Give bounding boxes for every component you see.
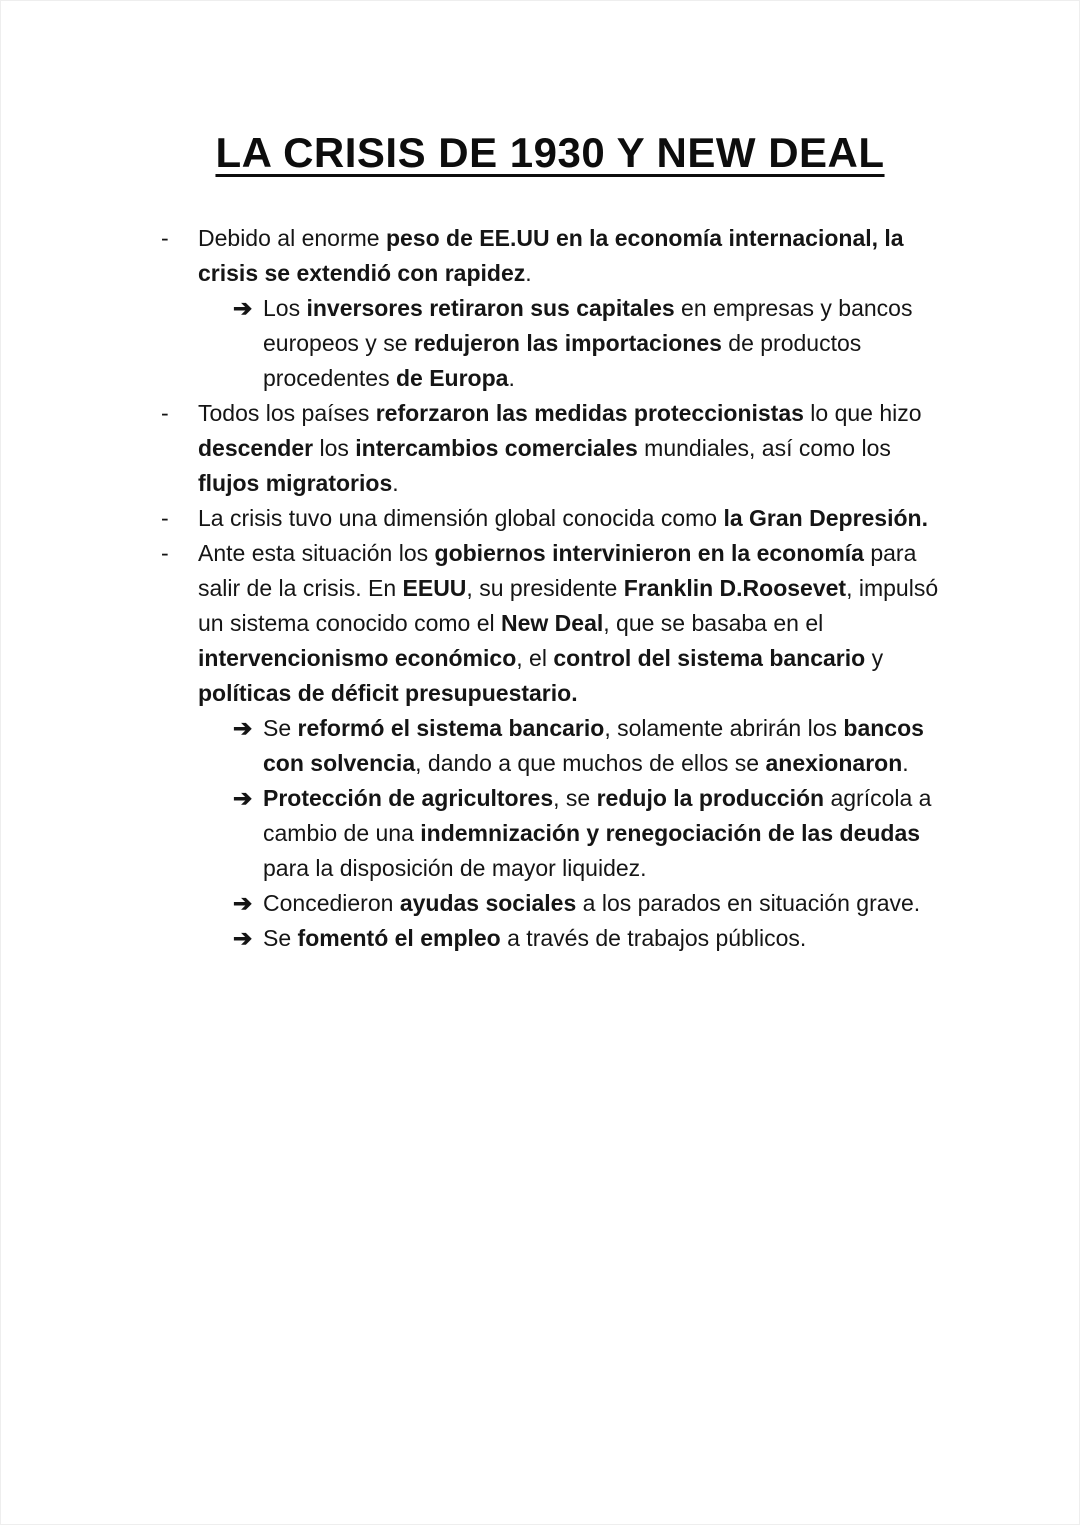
text-segment: inversores retiraron sus capitales <box>306 295 675 321</box>
text-segment: de Europa <box>395 365 509 391</box>
text-segment: gobiernos intervinieron en la economía <box>434 540 864 566</box>
list-item <box>161 396 939 501</box>
text-segment: Se <box>263 925 298 951</box>
text-segment: políticas de déficit presupuestario. <box>198 680 578 706</box>
sub-list-item <box>161 291 939 396</box>
arrow-bullet-marker: ➔ <box>233 925 253 951</box>
text-segment: , su presidente <box>466 575 624 601</box>
dash-bullet-marker: - <box>161 400 169 426</box>
text-segment: anexionaron <box>765 750 903 776</box>
text-segment: de productos procedentes <box>263 330 862 391</box>
text-segment: EEUU <box>402 575 467 601</box>
text-segment: indemnización y renegociación de las deudas <box>420 820 921 846</box>
sub-list-item <box>161 781 939 886</box>
text-segment: fomentó el empleo <box>297 925 501 951</box>
text-segment: New Deal <box>501 610 604 636</box>
text-segment: Concedieron <box>263 890 400 916</box>
text-segment: a través de trabajos públicos. <box>500 925 807 951</box>
text-segment: Los <box>263 295 307 321</box>
dash-bullet-marker: - <box>161 540 169 566</box>
text-segment: Franklin D.Roosevet <box>623 575 847 601</box>
text-segment: para la disposición de mayor liquidez. <box>263 855 647 881</box>
bullet-text <box>263 781 939 886</box>
text-segment: , que se basaba en el <box>603 610 824 636</box>
text-segment: los <box>313 435 356 461</box>
list-item <box>161 221 939 291</box>
bullet-text <box>263 291 939 396</box>
text-segment: en empresas y bancos europeos y se <box>263 295 913 356</box>
text-segment: Debido al enorme <box>198 225 386 251</box>
list-item <box>161 501 939 536</box>
bullet-list <box>161 221 939 956</box>
text-segment: control del sistema bancario <box>553 645 866 671</box>
text-segment: . <box>902 750 909 776</box>
text-segment: intercambios comerciales <box>355 435 638 461</box>
text-segment: y <box>865 645 884 671</box>
text-segment: Todos los países <box>198 400 376 426</box>
arrow-bullet-marker: ➔ <box>233 715 253 741</box>
text-segment: La crisis tuvo una dimensión global conocida como <box>198 505 724 531</box>
text-segment: Protección de agricultores <box>263 785 554 811</box>
text-segment: Se <box>263 715 298 741</box>
text-segment: redujo la producción <box>596 785 825 811</box>
text-segment: . <box>525 260 532 286</box>
text-segment: bancos con solvencia <box>263 715 924 776</box>
text-segment: ayudas sociales <box>399 890 577 916</box>
text-segment: , impulsó un sistema conocido como el <box>198 575 939 636</box>
text-segment: , solamente abrirán los <box>604 715 844 741</box>
text-segment: mundiales, así como los <box>637 435 891 461</box>
text-segment: redujeron las importaciones <box>413 330 722 356</box>
document-title: LA CRISIS DE 1930 Y NEW DEAL <box>215 129 885 176</box>
text-segment: flujos migratorios <box>198 470 393 496</box>
sub-list-item <box>161 921 939 956</box>
text-segment: reformó el sistema bancario <box>297 715 605 741</box>
text-segment: , el <box>516 645 554 671</box>
text-segment: . <box>392 470 399 496</box>
sub-list-item <box>161 711 939 781</box>
bullet-text <box>263 711 939 781</box>
bullet-text <box>263 921 939 956</box>
bullet-text <box>198 221 939 291</box>
text-segment: lo que hizo <box>803 400 922 426</box>
arrow-bullet-marker: ➔ <box>233 785 253 811</box>
text-segment: Ante esta situación los <box>198 540 435 566</box>
list-item <box>161 536 939 711</box>
bullet-text <box>198 501 939 536</box>
bullet-text <box>263 886 939 921</box>
text-segment: , se <box>553 785 597 811</box>
dash-bullet-marker: - <box>161 505 169 531</box>
text-segment: a los parados en situación grave. <box>576 890 921 916</box>
bullet-text <box>198 396 939 501</box>
text-segment: reforzaron las medidas proteccionistas <box>375 400 804 426</box>
text-segment: la Gran Depresión. <box>723 505 928 531</box>
text-segment: , dando a que muchos de ellos se <box>415 750 766 776</box>
text-segment: intervencionismo económico <box>198 645 517 671</box>
text-segment: peso de EE.UU en la economía internacional, la crisis se extendió con rapidez <box>198 225 904 286</box>
arrow-bullet-marker: ➔ <box>233 890 253 916</box>
dash-bullet-marker: - <box>161 225 169 251</box>
bullet-text <box>198 536 939 711</box>
text-segment: descender <box>198 435 314 461</box>
arrow-bullet-marker: ➔ <box>233 295 253 321</box>
text-segment: para salir de la crisis. En <box>198 540 917 601</box>
text-segment: . <box>508 365 515 391</box>
sub-list-item <box>161 886 939 921</box>
text-segment: agrícola a cambio de una <box>263 785 932 846</box>
